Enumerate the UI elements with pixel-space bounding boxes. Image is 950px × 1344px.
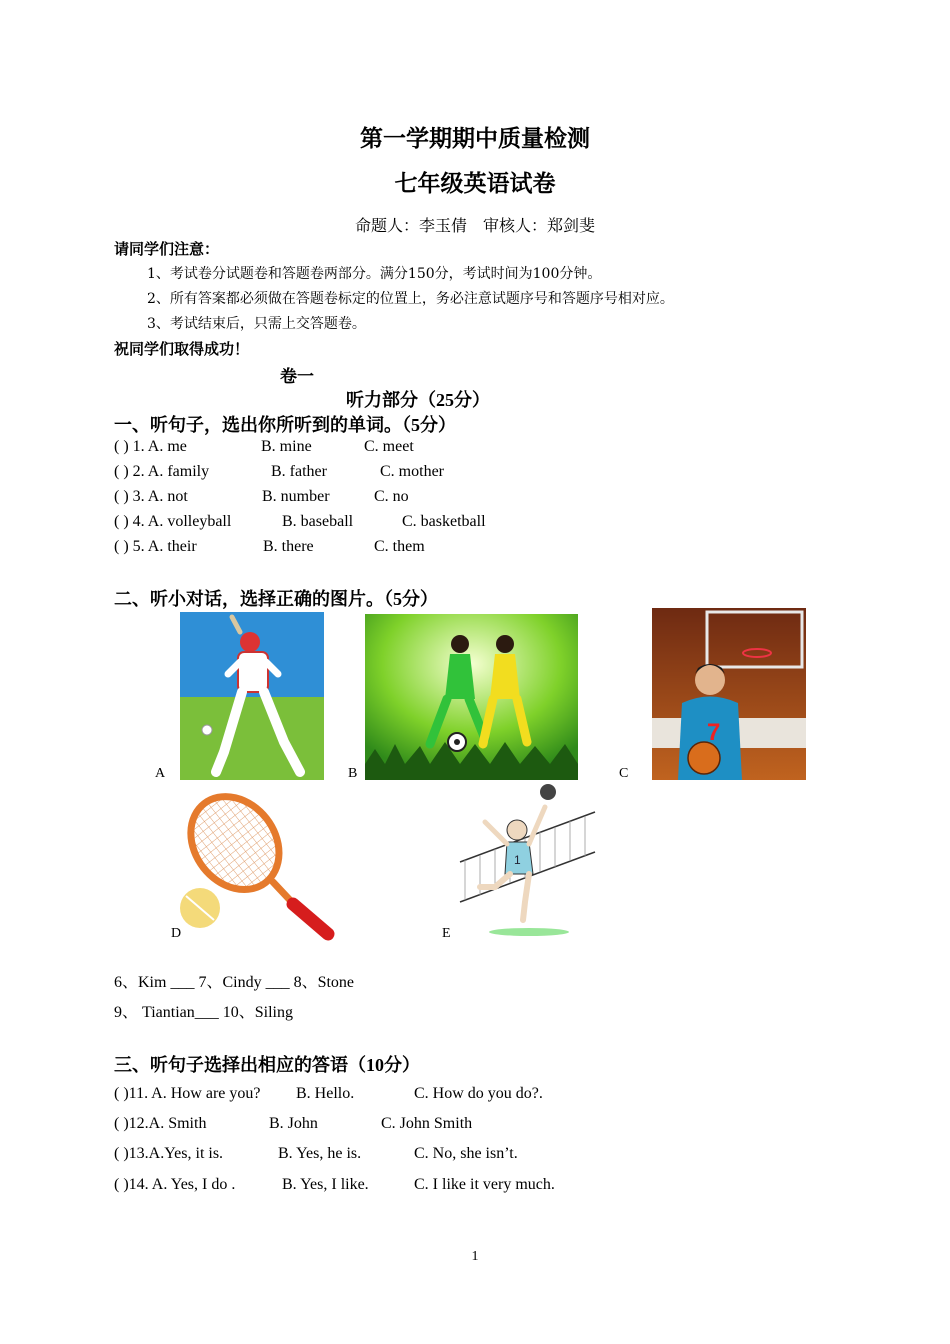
question-1: ( ) 1. A. me B. mine C. meet (114, 438, 414, 455)
question-12: ( )12.A. Smith B. John C. John Smith (114, 1115, 473, 1132)
part-title: 听力部分（25分） (346, 390, 490, 411)
section3-title: 三、听句子选择出相应的答语（10分） (114, 1055, 420, 1076)
question-14: ( )14. A. Yes, I do . B. Yes, I like. C. I like it very much. (114, 1176, 555, 1193)
picture-tennis-racket (178, 792, 336, 942)
picture-label-a: A (155, 766, 166, 781)
exam-subtitle: 七年级英语试卷 (394, 171, 556, 197)
picture-soccer-players (365, 614, 578, 780)
question-11: ( )11. A. How are you? B. Hello. C. How do you do?. (114, 1085, 543, 1102)
authors-line: 命题人：李玉倩 审核人：郑剑斐 (354, 216, 595, 235)
answer-line-2: 9、 Tiantian___ 10、Siling (114, 1004, 293, 1021)
notice-item-2: 2、所有答案都必须做在答题卷标定的位置上，务必注意试题序号和答题序号相对应。 (147, 291, 674, 307)
picture-label-c: C (619, 766, 629, 781)
notice-item-1: 1、考试卷分试题卷和答题卷两部分。满分150分，考试时间为100分钟。 (147, 266, 602, 282)
notice-heading: 请同学们注意： (114, 240, 220, 258)
svg-text:1: 1 (514, 853, 521, 867)
volume-label: 卷一 (280, 367, 314, 387)
question-2: ( ) 2. A. family B. father C. mother (114, 463, 444, 480)
picture-basketball-player (652, 608, 806, 780)
notice-item-3: 3、考试结束后，只需上交答题卷。 (147, 316, 366, 332)
picture-label-e: E (442, 926, 451, 941)
picture-label-d: D (171, 926, 182, 941)
svg-text:7: 7 (707, 719, 721, 746)
picture-volleyball-player (455, 782, 603, 942)
question-3: ( ) 3. A. not B. number C. no (114, 488, 409, 505)
answer-line-1: 6、Kim ___ 7、Cindy ___ 8、Stone (114, 974, 355, 991)
question-13: ( )13.A.Yes, it is. B. Yes, he is. C. No, she isn’t. (114, 1145, 518, 1162)
section1-title: 一、听句子，选出你所听到的单词。（5分） (114, 415, 456, 436)
picture-baseball-player (180, 612, 324, 780)
picture-label-b: B (348, 766, 358, 781)
notice-wish: 祝同学们取得成功！ (114, 340, 250, 358)
exam-title: 第一学期期中质量检测 (360, 126, 590, 152)
question-4: ( ) 4. A. volleyball B. baseball C. basketball (114, 513, 486, 530)
page-number: 1 (471, 1249, 479, 1264)
section2-title: 二、听小对话，选择正确的图片。（5分） (114, 589, 438, 610)
question-5: ( ) 5. A. their B. there C. them (114, 538, 425, 555)
